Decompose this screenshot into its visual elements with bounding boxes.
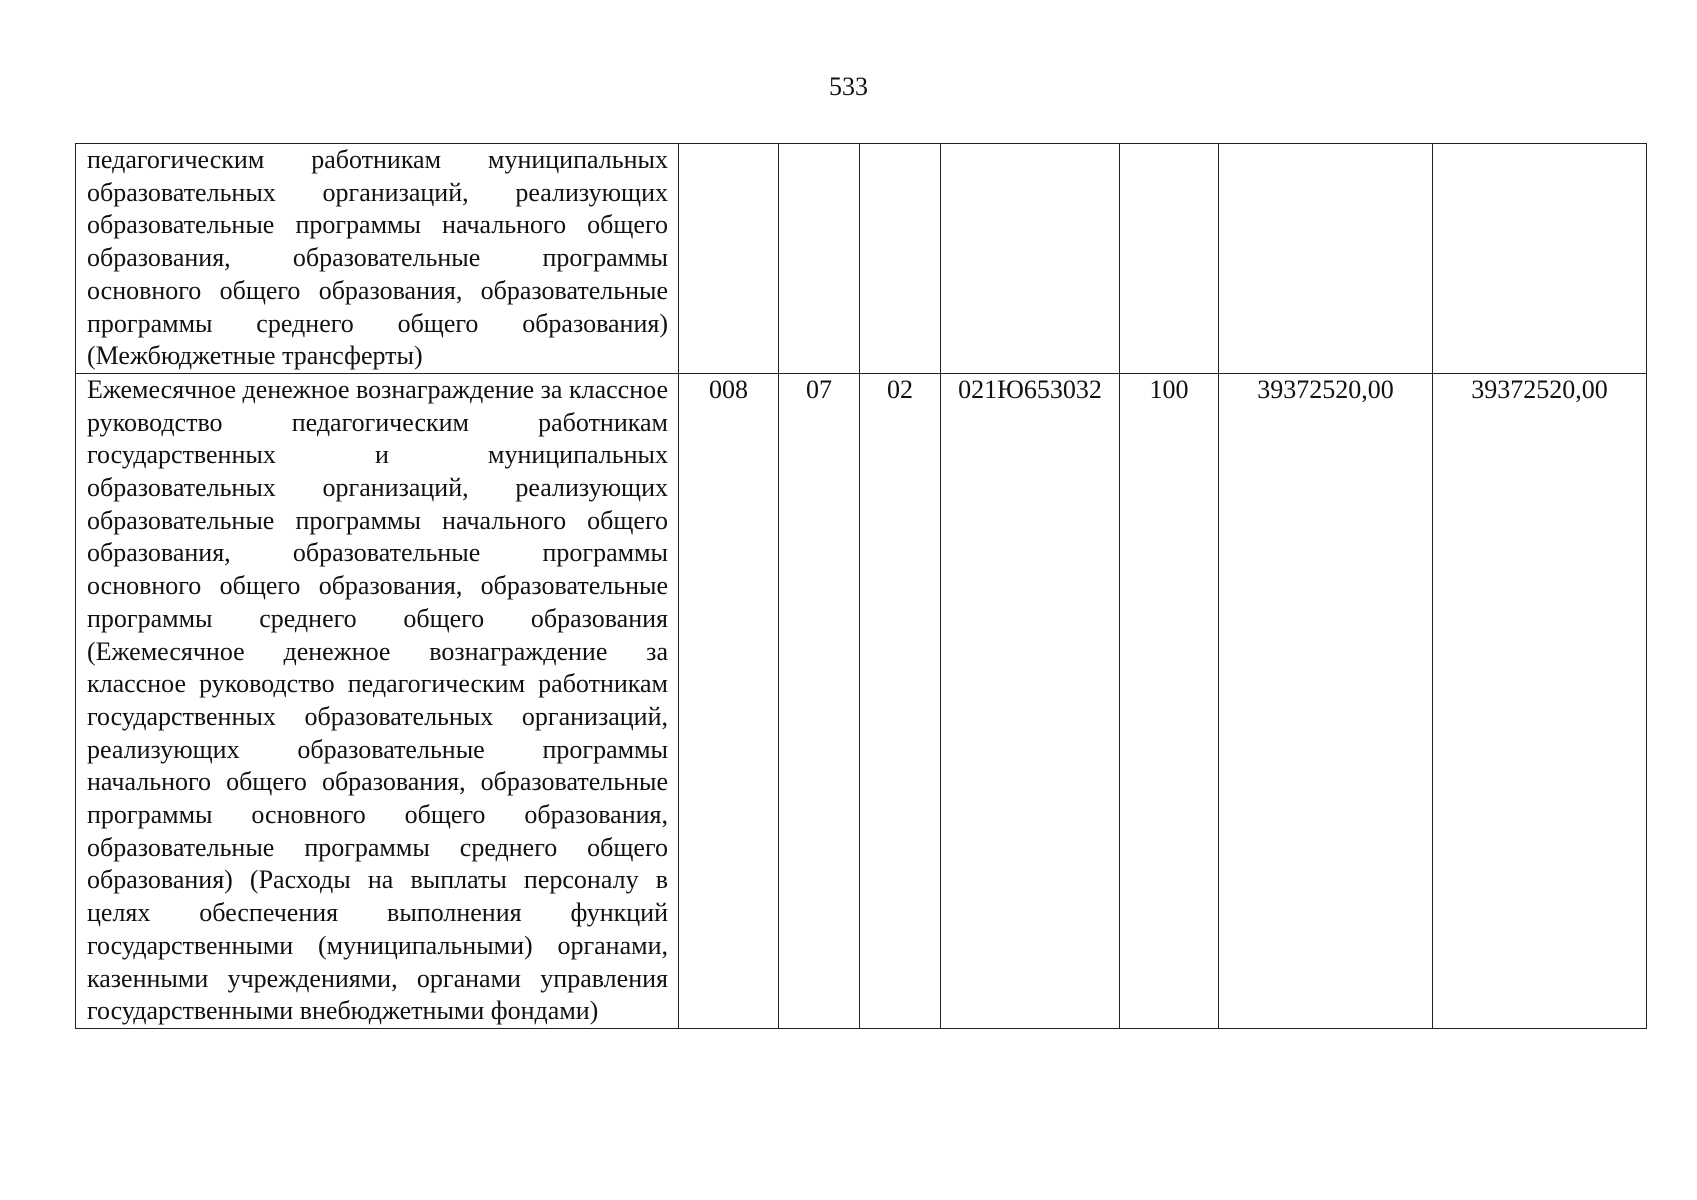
- row-description: Ежемесячное денежное вознаграждение за классное руководство педагогическим работникам государственных и муниципальных образовательных организаций, реализующих образовательные программы начального общего образования, образовательные программы основного общего образования, образовательные программы среднего общего образования (Ежемесячное денежное вознаграждение за классное руководство педагогическим работникам государственных образовательных организаций, реализующих образовательные программы начального общего образования, образовательные программы основного общего образования, образовательные программы среднего общего образования) (Расходы на выплаты персоналу в целях обеспечения выполнения функций государственными (муниципальными) органами, казенными учреждениями, органами управления государственными внебюджетными фондами): [76, 373, 679, 1028]
- target-article-cell: [941, 144, 1120, 374]
- razdel-cell: [779, 144, 860, 374]
- razdel-cell: 07: [779, 373, 860, 1028]
- table-row: [76, 144, 1647, 374]
- page-number: 533: [829, 72, 868, 101]
- expense-type-cell: 100: [1120, 373, 1219, 1028]
- amount-cell-1: [1219, 144, 1433, 374]
- expense-type-cell: [1120, 144, 1219, 374]
- table-row: [76, 373, 1647, 1028]
- amount-cell-2: 39372520,00: [1433, 373, 1647, 1028]
- amount-cell-1: 39372520,00: [1219, 373, 1433, 1028]
- budget-table: [75, 143, 1647, 1029]
- row-description: педагогическим работникам муниципальных образовательных организаций, реализующих образовательные программы начального общего образования, образовательные программы основного общего образования, образовательные программы среднего общего образования) (Межбюджетные трансферты): [76, 144, 679, 374]
- ved-code-cell: 008: [679, 373, 779, 1028]
- target-article-cell: 021Ю653032: [941, 373, 1120, 1028]
- amount-cell-2: [1433, 144, 1647, 374]
- ved-code-cell: [679, 144, 779, 374]
- podrazdel-cell: 02: [860, 373, 941, 1028]
- podrazdel-cell: [860, 144, 941, 374]
